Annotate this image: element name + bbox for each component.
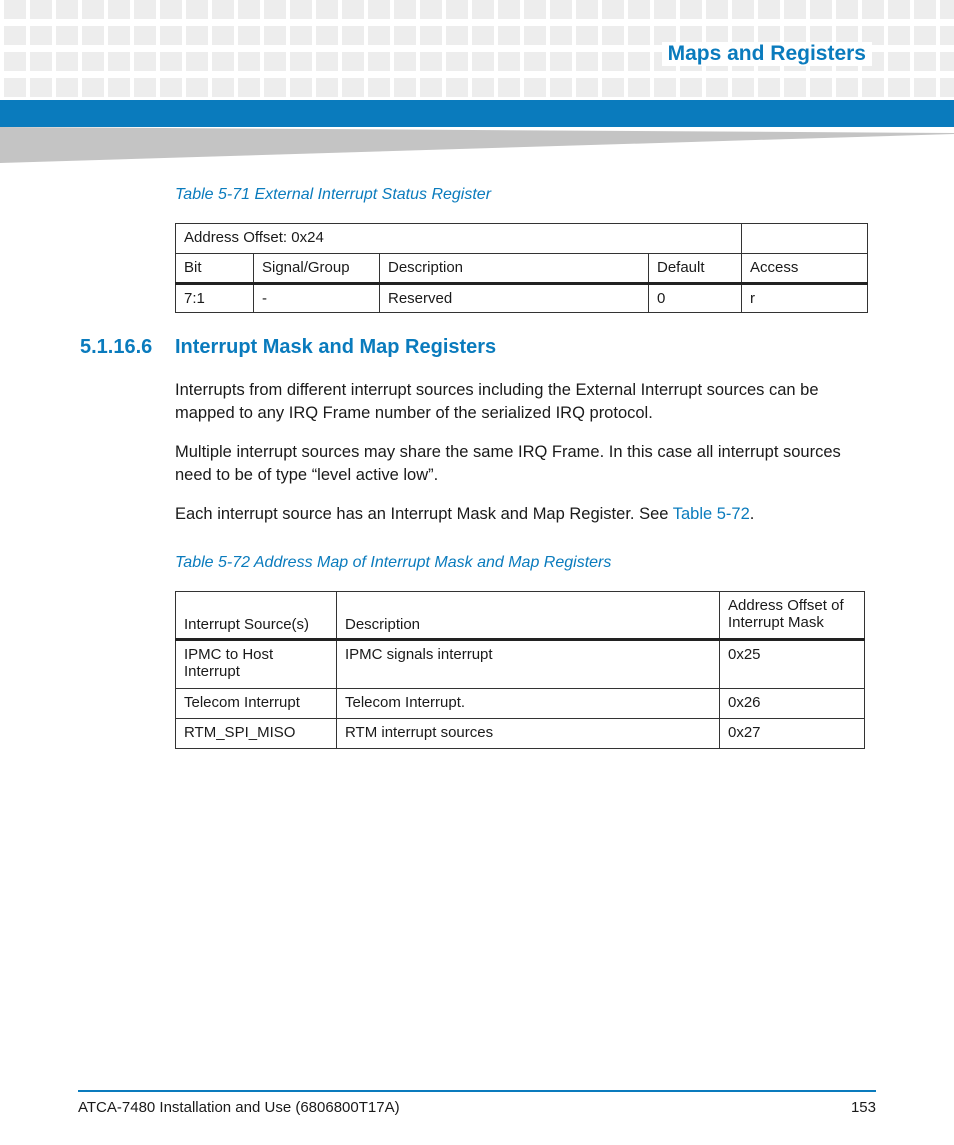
column-header: Description <box>337 592 720 640</box>
table-cell: IPMC to Host Interrupt <box>176 640 337 689</box>
column-header: Interrupt Source(s) <box>176 592 337 640</box>
table-row <box>176 689 865 719</box>
table-cell: 7:1 <box>176 284 254 313</box>
table-row <box>176 719 865 749</box>
page-section-title: Maps and Registers <box>662 42 872 66</box>
section-title: Interrupt Mask and Map Registers <box>175 336 497 358</box>
column-header: Address Offset of Interrupt Mask <box>720 592 865 640</box>
table-row <box>176 640 865 689</box>
paragraph: Interrupts from different interrupt sources including the External Interrupt sources can be mapped to any IRQ Frame number of the serialized IRQ protocol. <box>175 381 819 422</box>
paragraph-text: Each interrupt source has an Interrupt Mask and Map Register. See <box>175 505 673 523</box>
table-cell: 0x26 <box>720 689 865 719</box>
paragraph-text: . <box>749 505 755 523</box>
column-header: Description <box>380 254 649 284</box>
column-header: Signal/Group <box>254 254 380 284</box>
interrupt-mask-map-table <box>175 591 865 749</box>
table-link[interactable]: Table 5-72 <box>672 505 750 523</box>
table-cell: RTM_SPI_MISO <box>176 719 337 749</box>
table-cell: IPMC signals interrupt <box>337 640 720 689</box>
section-heading <box>80 336 496 359</box>
column-header: Bit <box>176 254 254 284</box>
table-cell: - <box>254 284 380 313</box>
table-cell: 0x27 <box>720 719 865 749</box>
table-caption: Table 5-72 Address Map of Interrupt Mask and Map Registers <box>175 554 612 571</box>
column-header: Access <box>742 254 868 284</box>
header-blue-band <box>0 100 954 127</box>
table-cell: Reserved <box>380 284 649 313</box>
table-row <box>176 284 868 313</box>
table-cell: Telecom Interrupt. <box>337 689 720 719</box>
table-caption: Table 5-71 External Interrupt Status Register <box>175 186 492 203</box>
paragraph <box>175 503 875 526</box>
footer-doc-title: ATCA-7480 Installation and Use (6806800T17A) <box>78 1099 400 1116</box>
page-number: 153 <box>850 1099 876 1116</box>
table-cell: r <box>742 284 868 313</box>
empty-cell <box>742 224 868 254</box>
footer-rule <box>78 1090 876 1092</box>
header-gray-swoosh <box>0 127 954 163</box>
table-cell: RTM interrupt sources <box>337 719 720 749</box>
column-header: Default <box>649 254 742 284</box>
external-interrupt-status-table <box>175 223 868 313</box>
address-offset-cell: Address Offset: 0x24 <box>176 224 742 254</box>
table-cell: 0 <box>649 284 742 313</box>
paragraph: Multiple interrupt sources may share the same IRQ Frame. In this case all interrupt sources need to be of type “level active low”. <box>175 443 841 484</box>
table-cell: 0x25 <box>720 640 865 689</box>
table-cell: Telecom Interrupt <box>176 689 337 719</box>
section-number: 5.1.16.6 <box>80 336 153 358</box>
